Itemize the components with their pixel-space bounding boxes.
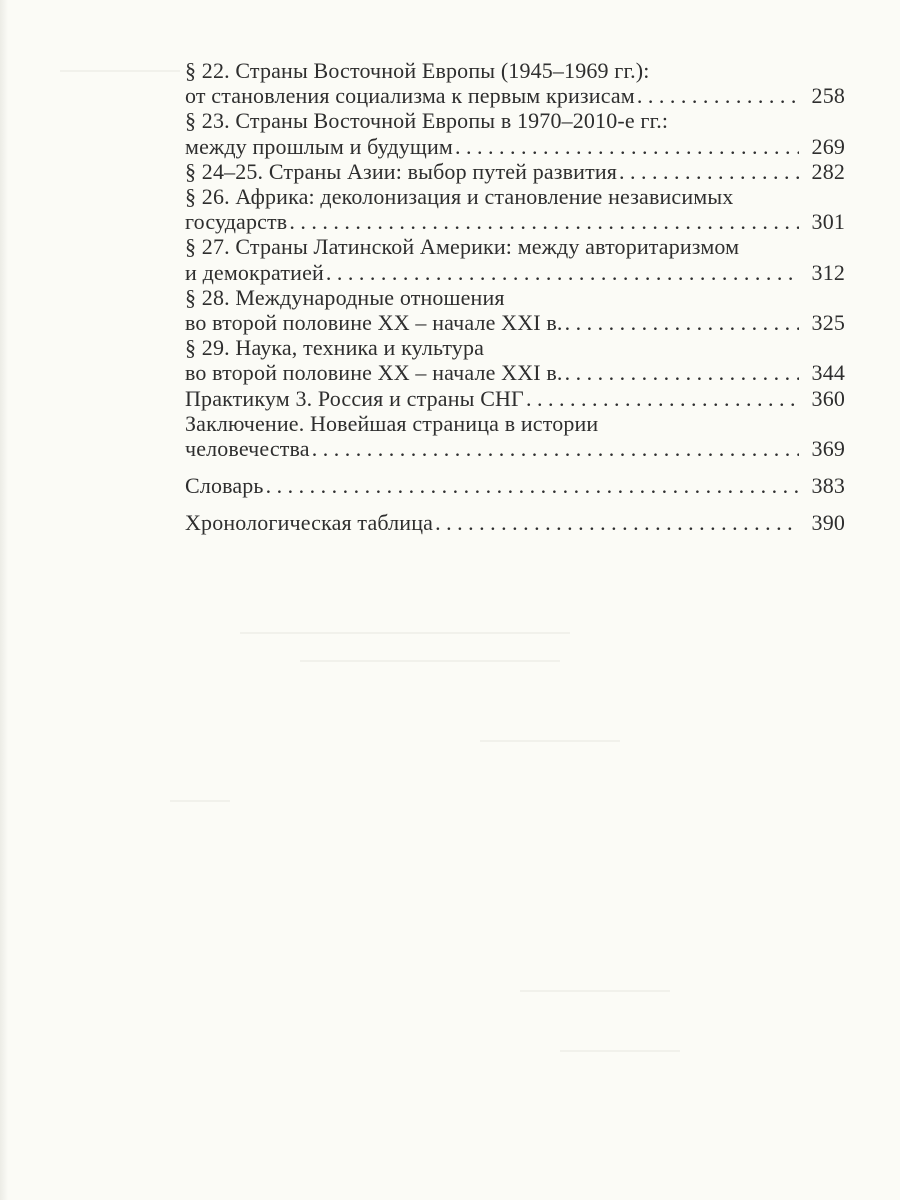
- table-of-contents: [185, 58, 845, 536]
- toc-entry-24-25[interactable]: [185, 159, 845, 184]
- show-through-mark: [240, 632, 570, 634]
- show-through-mark: [480, 740, 620, 742]
- toc-page-number: 344: [811, 360, 845, 386]
- toc-entry-23[interactable]: [185, 108, 845, 158]
- dot-leader: [526, 386, 799, 411]
- toc-entry-title-line: § 27. Страны Латинской Америки: между авторитаризмом: [185, 234, 740, 260]
- toc-page-number: 383: [811, 473, 845, 499]
- toc-entry-title-line: § 23. Страны Восточной Европы в 1970–2010-е гг.:: [185, 108, 669, 134]
- show-through-mark: [170, 800, 230, 802]
- toc-entry-title-line: Словарь: [185, 473, 264, 499]
- toc-page-number: 325: [811, 310, 845, 336]
- toc-entry-22[interactable]: [185, 58, 845, 108]
- toc-entry-28[interactable]: [185, 285, 845, 335]
- dot-leader: [565, 360, 799, 385]
- dot-leader: [565, 310, 799, 335]
- dot-leader: [326, 260, 799, 285]
- show-through-mark: [560, 1050, 680, 1052]
- toc-page-number: 360: [811, 385, 845, 411]
- toc-entry-title-line: во второй половине XX – начале XXI в.: [185, 310, 563, 336]
- toc-page-number: 301: [811, 209, 845, 235]
- show-through-mark: [300, 660, 560, 662]
- dot-leader: [435, 510, 799, 535]
- toc-entry-title-line: § 28. Международные отношения: [185, 284, 505, 310]
- toc-page-number: 369: [811, 436, 845, 462]
- toc-entry-chronology[interactable]: [185, 510, 845, 535]
- dot-leader: [312, 436, 799, 461]
- dot-leader: [619, 159, 799, 184]
- toc-entry-glossary[interactable]: [185, 473, 845, 498]
- toc-entry-title-line: Заключение. Новейшая страница в истории: [185, 410, 599, 436]
- page-edge-shadow: [0, 0, 8, 1200]
- toc-entry-title-line: и демократией: [185, 259, 324, 285]
- toc-entry-title-line: от становления социализма к первым кризисам: [185, 83, 635, 109]
- toc-page-number: 282: [811, 158, 845, 184]
- toc-entry-27[interactable]: [185, 234, 845, 284]
- toc-entry-title-line: Практикум 3. Россия и страны СНГ: [185, 385, 524, 411]
- toc-entry-title-line: во второй половине XX – начале XXI в.: [185, 360, 563, 386]
- dot-leader: [637, 83, 799, 108]
- toc-page-number: 258: [811, 83, 845, 109]
- toc-entry-practicum-3[interactable]: [185, 386, 845, 411]
- toc-entry-title-line: государств: [185, 209, 288, 235]
- dot-leader: [455, 134, 799, 159]
- toc-entry-title-line: § 26. Африка: деколонизация и становление независимых: [185, 184, 734, 210]
- toc-entry-29[interactable]: [185, 335, 845, 385]
- toc-page-number: 312: [811, 259, 845, 285]
- show-through-mark: [520, 990, 670, 992]
- toc-entry-26[interactable]: [185, 184, 845, 234]
- toc-entry-title-line: человечества: [185, 436, 310, 462]
- toc-page-number: 390: [811, 510, 845, 536]
- toc-entry-conclusion[interactable]: [185, 411, 845, 461]
- toc-entry-title-line: § 24–25. Страны Азии: выбор путей развития: [185, 158, 618, 184]
- dot-leader: [289, 209, 799, 234]
- toc-page-number: 269: [811, 133, 845, 159]
- toc-entry-title-line: § 29. Наука, техника и культура: [185, 335, 485, 361]
- show-through-mark: [60, 70, 180, 72]
- toc-entry-title-line: § 22. Страны Восточной Европы (1945–1969 гг.):: [185, 58, 650, 83]
- toc-entry-title-line: между прошлым и будущим: [185, 133, 453, 159]
- toc-entry-title-line: Хронологическая таблица: [185, 510, 434, 536]
- dot-leader: [266, 473, 799, 498]
